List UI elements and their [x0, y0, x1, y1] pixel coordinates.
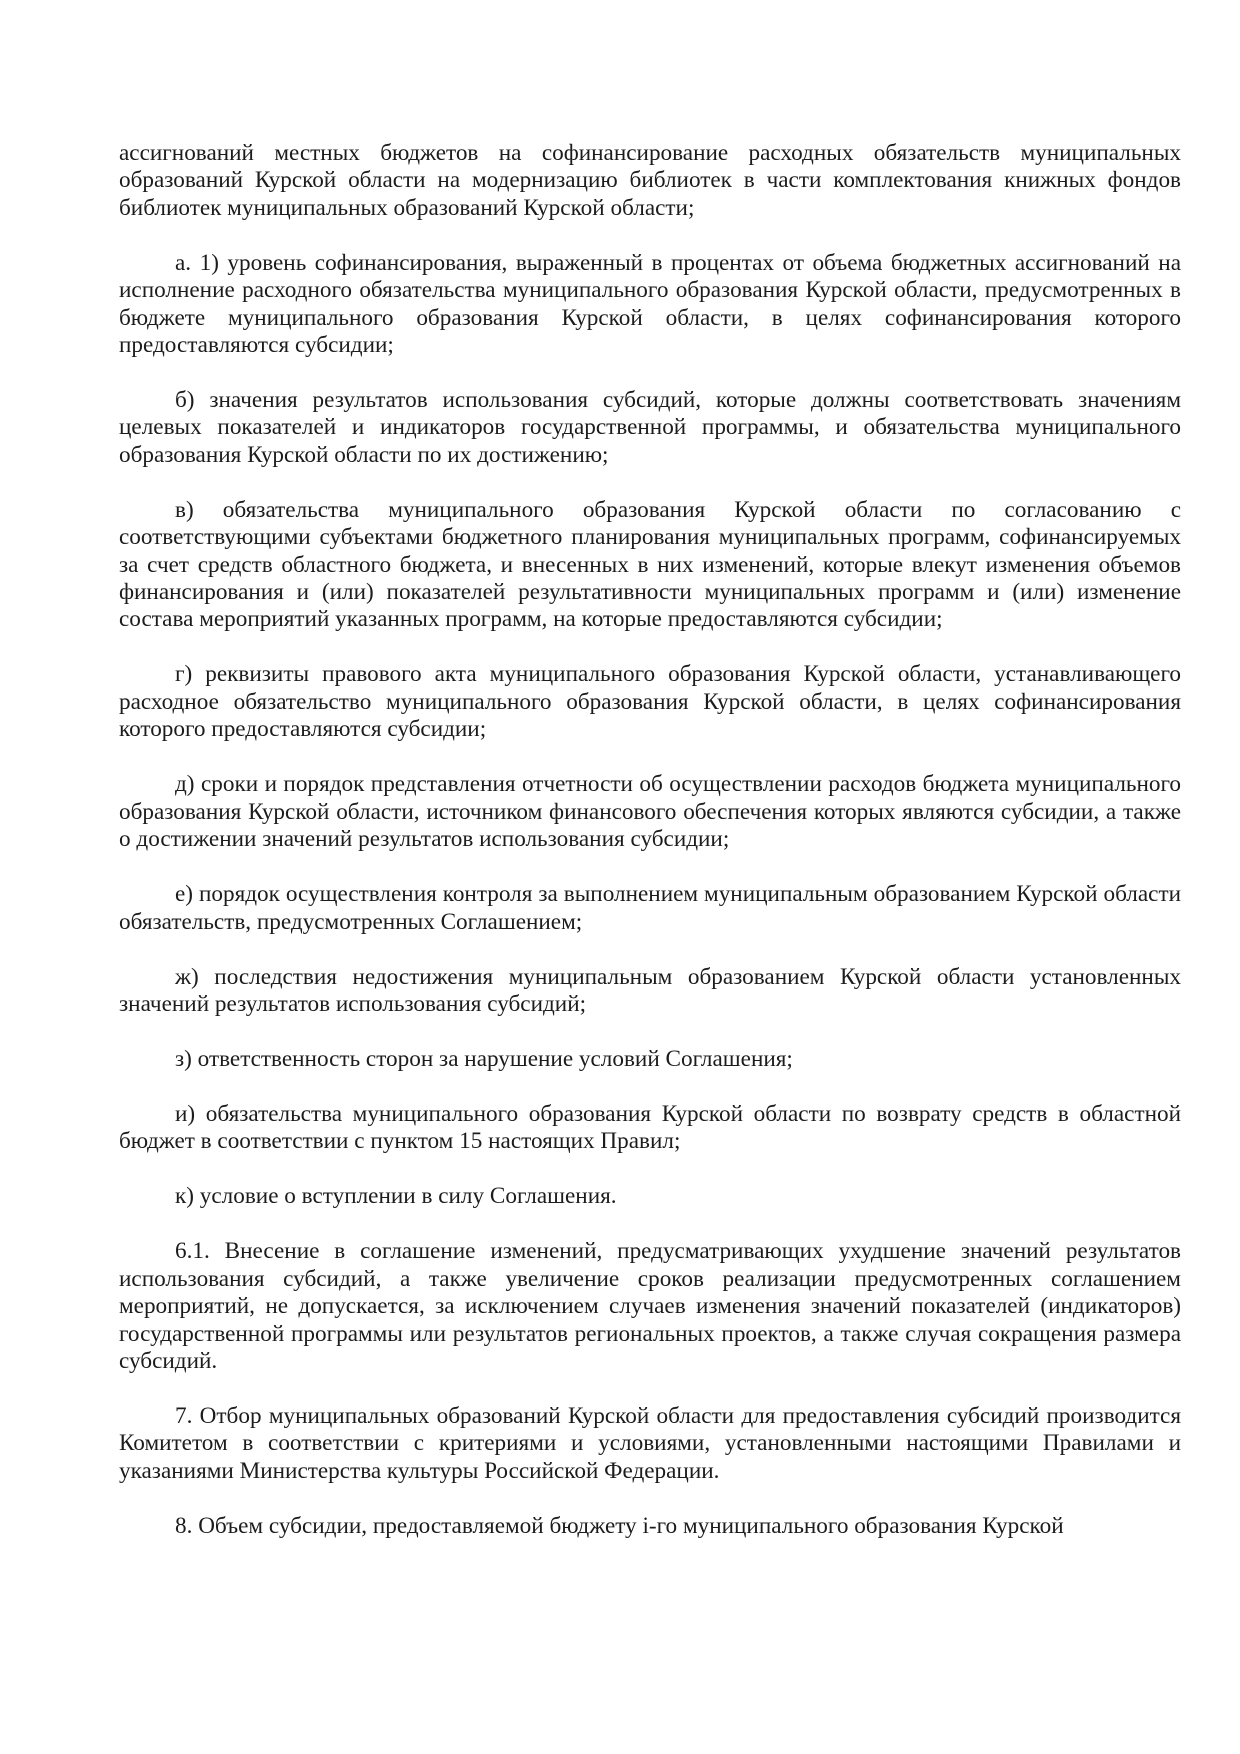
paragraph-item-zh: ж) последствия недостижения муниципальным образованием Курской области установленных значений результатов использования субсидий; [119, 963, 1181, 1017]
paragraph-item-i: и) обязательства муниципального образования Курской области по возврату средств в областной бюджет в соответствии с пунктом 15 настоящих Правил; [119, 1100, 1181, 1155]
paragraph-item-g: г) реквизиты правового акта муниципального образования Курской области, устанавливающего расходное обязательство муниципального образования Курской области, в целях софинансирования которого предоставляются субсидии; [119, 661, 1181, 743]
paragraph-item-b: б) значения результатов использования субсидий, которые должны соответствовать значениям целевых показателей и индикаторов государственной программы, и обязательства муниципального образования Курской области по их достижению; [119, 387, 1181, 468]
paragraph-item-k: к) условие о вступлении в силу Соглашения. [175, 1183, 617, 1210]
paragraph-item-e: е) порядок осуществления контроля за выполнением муниципальным образованием Курской области обязательств, предусмотренных Соглашением; [119, 881, 1181, 935]
paragraph-8: 8. Объем субсидии, предоставляемой бюджету i-го муниципального образования Курской [175, 1512, 1064, 1539]
paragraph-item-a: а. 1) уровень софинансирования, выраженный в процентах от объема бюджетных ассигнований на исполнение расходного обязательства муниципального образования Курской области, предусмотренных в бюджете муниципального образования Курской области, в целях софинансирования которого предоставляются субсидии; [119, 249, 1181, 359]
document-page [119, 140, 1181, 1568]
paragraph-7: 7. Отбор муниципальных образований Курской области для предоставления субсидий производится Комитетом в соответствии с критериями и условиями, установленными настоящими Правилами и указаниями Министерства культуры Российской Федерации. [119, 1402, 1181, 1484]
paragraph-intro: ассигнований местных бюджетов на софинансирование расходных обязательств муниципальных образований Курской области на модернизацию библиотек в части комплектования книжных фондов библиотек муниципальных образований Курской области; [119, 140, 1181, 221]
paragraph-item-v: в) обязательства муниципального образования Курской области по согласованию с соответствующими субъектами бюджетного планирования муниципальных программ, софинансируемых за счет средств областного бюджета, и внесенных в них изменений, которые влекут изменения объемов финансирования и (или) показателей результативности муниципальных программ и (или) изменение состава мероприятий указанных программ, на которые предоставляются субсидии; [119, 496, 1181, 633]
paragraph-item-d: д) сроки и порядок представления отчетности об осуществлении расходов бюджета муниципального образования Курской области, источником финансового обеспечения которых являются субсидии, а также о достижении значений результатов использования субсидии; [119, 771, 1181, 853]
paragraph-item-z: з) ответственность сторон за нарушение условий Соглашения; [175, 1045, 793, 1072]
paragraph-6-1: 6.1. Внесение в соглашение изменений, предусматривающих ухудшение значений результатов использования субсидий, а также увеличение сроков реализации предусмотренных соглашением мероприятий, не допускается, за исключением случаев изменения значений показателей (индикаторов) государственной программы или результатов региональных проектов, а также случая сокращения размера субсидий. [119, 1238, 1181, 1374]
